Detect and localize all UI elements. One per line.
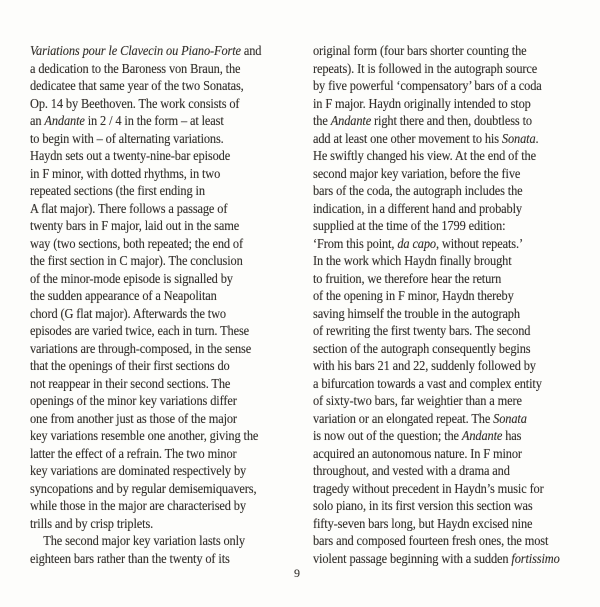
text-line (313, 446, 589, 464)
text: one from another just as those of the major (30, 411, 237, 427)
text-line (30, 323, 297, 341)
text-line (313, 271, 589, 289)
text: openings of the minor key variations differ (30, 394, 237, 409)
text-line (313, 376, 589, 394)
text-line (30, 516, 297, 534)
text-line (313, 323, 589, 341)
text: in F major. Haydn originally intended to stop (313, 96, 531, 112)
text-line (30, 113, 297, 131)
text: with his bars 21 and 22, suddenly followed by (313, 359, 536, 374)
text: a bifurcation towards a vast and complex entity (313, 376, 542, 392)
italic-text: Andante (461, 429, 503, 444)
text-line (30, 61, 297, 79)
text: is now out of the question; the (313, 429, 462, 444)
text: key variations are dominated respectively by (30, 464, 247, 479)
text-line (30, 463, 297, 481)
text: not reappear in their second sections. The (30, 376, 231, 392)
text: the first section in C major). The conclusion (30, 254, 243, 269)
text: that the openings of their first sections do (30, 359, 230, 374)
text: original form (four bars shorter counting the (313, 44, 527, 59)
text-line (30, 218, 297, 236)
text-line (30, 481, 297, 499)
italic-text: Variations pour le Clavecin ou Piano-Forte (30, 44, 241, 59)
text: solo piano, in its first version this section was (313, 499, 533, 514)
text: of rewriting the first twenty bars. The second (313, 324, 531, 339)
text-line (313, 113, 589, 131)
text-line (30, 201, 297, 219)
text: to begin with – of alternating variations. (30, 131, 224, 147)
text-line (313, 253, 589, 271)
text-line (30, 533, 297, 551)
text: He swiftly changed his view. At the end of the (313, 149, 536, 164)
text-line (313, 428, 589, 446)
italic-text: Sonata (501, 131, 536, 147)
text: of the opening in F minor, Haydn thereby (313, 289, 514, 304)
text: key variations resemble one another, giving the (30, 429, 259, 444)
text-line (313, 131, 589, 149)
text: fifty-seven bars long, but Haydn excised nine (313, 516, 533, 532)
text-line (313, 96, 589, 114)
text: indication, in a different hand and probably (313, 201, 522, 217)
text-line (313, 43, 589, 61)
text: while those in the major are characterised by (30, 499, 246, 514)
text-line (30, 428, 297, 446)
text-line (313, 498, 589, 516)
text: dedicatee that same year of the two Sonatas, (30, 79, 244, 94)
page-number: 9 (294, 566, 300, 580)
text: second major key variation, before the five (313, 166, 521, 182)
text-line (313, 166, 589, 184)
text: throughout, and vested with a drama and (313, 464, 510, 479)
text-line (313, 306, 589, 324)
text-line (30, 253, 297, 271)
text-line (313, 463, 589, 481)
text: bars of the coda, the autograph includes the (313, 184, 523, 199)
text: In the work which Haydn finally brought (313, 254, 512, 269)
text: twenty bars in F major, laid out in the same (30, 219, 240, 234)
text: latter the effect of a refrain. The two minor (30, 446, 237, 462)
text: of sixty-two bars, far weightier than a mere (313, 394, 522, 409)
text-line (313, 78, 589, 96)
text-column-right (313, 43, 589, 568)
text-line (30, 78, 297, 96)
text: add at least one other movement to his (313, 131, 502, 147)
text-line (30, 288, 297, 306)
text-line (313, 148, 589, 166)
text-line (30, 358, 297, 376)
text: . (535, 131, 539, 147)
text: in 2 / 4 in the form – at least (84, 114, 224, 129)
text-line (313, 341, 589, 359)
text: to fruition, we therefore hear the return (313, 271, 502, 287)
text: chord (G flat major). Afterwards the two (30, 306, 226, 322)
text: variations are through-composed, in the sense (30, 341, 252, 357)
text: a dedication to the Baroness von Braun, the (30, 61, 241, 77)
italic-text: Sonata (493, 411, 527, 427)
text: has (502, 429, 522, 444)
text: Haydn sets out a twenty-nine-bar episode (30, 149, 231, 164)
text: repeats). It is followed in the autograph source (313, 61, 538, 77)
italic-text: Andante (44, 114, 85, 129)
text-line (313, 533, 589, 551)
text: trills and by crisp triplets. (30, 516, 154, 532)
text-line (30, 341, 297, 359)
text: eighteen bars rather than the twenty of its (30, 551, 230, 567)
text-line (313, 358, 589, 376)
text: section of the autograph consequently begins (313, 341, 531, 357)
italic-text: Andante (330, 114, 372, 129)
text-line (30, 271, 297, 289)
text: the sudden appearance of a Neapolitan (30, 289, 217, 304)
text-line (313, 61, 589, 79)
text-line (30, 131, 297, 149)
italic-text: da capo (397, 236, 437, 252)
text-line (30, 166, 297, 184)
text-line (313, 218, 589, 236)
text: the (313, 114, 331, 129)
text-line (30, 183, 297, 201)
text: in F minor, with dotted rhythms, in two (30, 166, 221, 182)
text: of the minor-mode episode is signalled by (30, 271, 233, 287)
text-line (30, 411, 297, 429)
text: , without repeats.’ (436, 236, 523, 252)
text-line (313, 183, 589, 201)
text: saving himself the trouble in the autograph (313, 306, 520, 322)
text-line (30, 96, 297, 114)
text: and (240, 44, 262, 59)
text-column-left (30, 43, 297, 568)
text-line (30, 446, 297, 464)
text-line (313, 201, 589, 219)
text-line (30, 376, 297, 394)
text: episodes are varied twice, each in turn. These (30, 324, 250, 339)
text: syncopations and by regular demisemiquavers, (30, 481, 257, 497)
text-line (30, 393, 297, 411)
text: way (two sections, both repeated; the end of (30, 236, 243, 252)
italic-text: fortissimo (511, 551, 560, 567)
text: repeated sections (the first ending in (30, 184, 205, 199)
text: acquired an autonomous nature. In F minor (313, 446, 522, 462)
text-line (313, 236, 589, 254)
text: A flat major). There follows a passage of (30, 201, 228, 217)
text: tragedy without precedent in Haydn’s music for (313, 481, 544, 497)
text: supplied at the time of the 1799 edition: (313, 219, 506, 234)
text-line (30, 43, 297, 61)
text: by five powerful ‘compensatory’ bars of a coda (313, 79, 542, 94)
text-line (313, 481, 589, 499)
text: Op. 14 by Beethoven. The work consists of (30, 96, 240, 112)
text: violent passage beginning with a sudden (313, 551, 512, 567)
text: variation or an elongated repeat. The (313, 411, 494, 427)
text: right there and then, doubtless to (371, 114, 532, 129)
text: bars and composed fourteen fresh ones, the most (313, 534, 549, 549)
text: The second major key variation lasts only (43, 534, 245, 549)
text: an (30, 114, 45, 129)
text-line (30, 498, 297, 516)
text-line (30, 306, 297, 324)
text-line (313, 411, 589, 429)
text-line (30, 236, 297, 254)
text-line (313, 288, 589, 306)
text: ‘From this point, (313, 236, 398, 252)
text-line (313, 516, 589, 534)
text-line (30, 148, 297, 166)
text-line (313, 393, 589, 411)
